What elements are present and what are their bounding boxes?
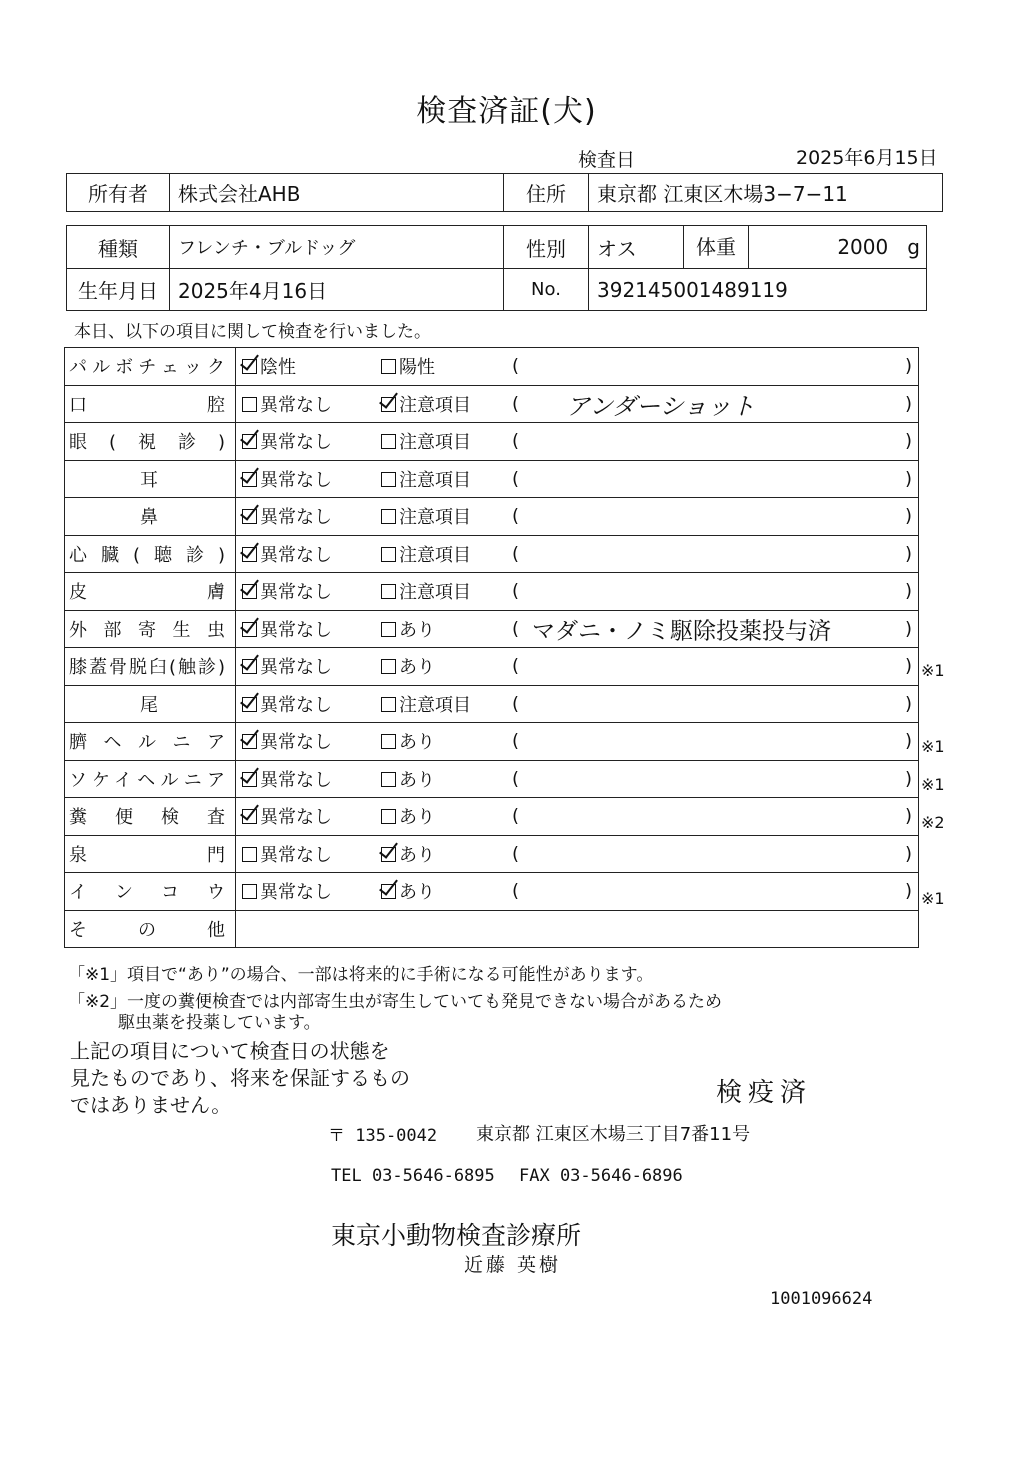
footnote-2-line2: 駆虫薬を投薬しています。 [118, 1013, 321, 1033]
document-serial: 1001096624 [770, 1289, 873, 1309]
reference-mark: ※1 [921, 889, 945, 908]
check-item-label: 口腔 [65, 385, 236, 423]
paren-open: ( [512, 768, 520, 790]
check-item-label: 膝蓋骨脱臼(触診) [65, 648, 236, 686]
checklist-row [65, 385, 919, 423]
checklist-row [65, 573, 919, 611]
check-item-options [236, 723, 919, 761]
quarantine-stamp: 検疫済 [716, 1078, 813, 1108]
sex-weight-cell [589, 226, 927, 269]
option-abnormal[interactable]: 注意項目 [381, 691, 471, 717]
checkbox-icon[interactable] [381, 772, 396, 787]
owner-table [66, 173, 943, 212]
option-normal[interactable]: 異常なし [242, 841, 332, 867]
check-item-options [236, 835, 919, 873]
option-abnormal[interactable]: 注意項目 [381, 428, 471, 454]
check-item-options [236, 873, 919, 911]
checkbox-icon[interactable] [242, 584, 257, 599]
checkbox-icon[interactable] [381, 847, 396, 862]
paren-close: ) [904, 393, 912, 415]
check-item-options [236, 423, 919, 461]
check-item-label: 糞便検査 [65, 798, 236, 836]
check-item-options [236, 385, 919, 423]
checklist-row [65, 798, 919, 836]
paren-close: ) [904, 355, 912, 377]
address-label: 住所 [504, 174, 589, 212]
checkbox-icon[interactable] [381, 884, 396, 899]
check-item-options [236, 460, 919, 498]
number-label: No. [504, 269, 589, 311]
check-item-label: 臍ヘルニア [65, 723, 236, 761]
paren-close: ) [904, 655, 912, 677]
footnote-2-line1: 「※2」一度の糞便検査では内部寄生虫が寄生していても発見できない場合があるため [68, 992, 723, 1012]
option-normal[interactable]: 異常なし [242, 578, 332, 604]
checklist-row [65, 723, 919, 761]
paren-open: ( [512, 355, 520, 377]
option-abnormal[interactable]: あり [381, 616, 435, 642]
sex-value: オス [597, 236, 637, 261]
option-abnormal[interactable]: 注意項目 [381, 578, 471, 604]
option-abnormal[interactable]: 注意項目 [381, 466, 471, 492]
breed-value: フレンチ・ブルドッグ [170, 226, 504, 269]
option-normal[interactable]: 異常なし [242, 878, 332, 904]
reference-mark: ※1 [921, 775, 945, 794]
checkbox-icon[interactable] [381, 359, 396, 374]
check-item-options [236, 685, 919, 723]
pet-info-table [66, 225, 927, 311]
checkbox-icon[interactable] [381, 622, 396, 637]
paren-close: ) [904, 618, 912, 640]
address-value: 東京都 江東区木場3−7−11 [589, 174, 943, 212]
footnote-1: 「※1」項目で“あり”の場合、一部は将来的に手術になる可能性があります。 [68, 965, 654, 985]
checkbox-icon[interactable] [242, 847, 257, 862]
option-normal[interactable]: 陰性 [242, 353, 296, 379]
check-item-label: 泉門 [65, 835, 236, 873]
owner-value: 株式会社AHB [170, 174, 504, 212]
checkbox-icon[interactable] [242, 472, 257, 487]
checkbox-icon[interactable] [242, 397, 257, 412]
checkbox-icon[interactable] [381, 734, 396, 749]
option-normal[interactable]: 異常なし [242, 428, 332, 454]
owner-label: 所有者 [67, 174, 170, 212]
paren-open: ( [512, 430, 520, 452]
option-abnormal[interactable]: 注意項目 [381, 503, 471, 529]
paren-close: ) [904, 693, 912, 715]
disclaimer-line1: 上記の項目について検査日の状態を [70, 1039, 390, 1063]
check-item-note: マダニ・ノミ駆除投薬投与済 [532, 618, 831, 645]
paren-open: ( [512, 618, 520, 640]
checkbox-icon[interactable] [242, 547, 257, 562]
check-item-label: 外部寄生虫 [65, 610, 236, 648]
option-normal[interactable]: 異常なし [242, 691, 332, 717]
option-abnormal[interactable]: 陽性 [381, 353, 435, 379]
paren-open: ( [512, 880, 520, 902]
check-item-label: 鼻 [65, 498, 236, 536]
other-value [236, 910, 919, 948]
checkbox-icon[interactable] [242, 509, 257, 524]
check-item-label: 尾 [65, 685, 236, 723]
option-normal[interactable]: 異常なし [242, 541, 332, 567]
checkbox-icon[interactable] [381, 509, 396, 524]
paren-open: ( [512, 805, 520, 827]
checkbox-icon[interactable] [381, 659, 396, 674]
paren-close: ) [904, 730, 912, 752]
paren-close: ) [904, 580, 912, 602]
checkbox-icon[interactable] [381, 472, 396, 487]
checkbox-icon[interactable] [381, 584, 396, 599]
option-normal[interactable]: 異常なし [242, 466, 332, 492]
option-abnormal[interactable]: 注意項目 [381, 391, 471, 417]
paren-open: ( [512, 655, 520, 677]
check-item-label: ソケイヘルニア [65, 760, 236, 798]
weight-unit: g [907, 235, 920, 259]
checkbox-icon[interactable] [242, 697, 257, 712]
checkbox-icon[interactable] [242, 884, 257, 899]
paren-open: ( [512, 468, 520, 490]
paren-close: ) [904, 768, 912, 790]
paren-close: ) [904, 543, 912, 565]
check-item-label: 耳 [65, 460, 236, 498]
checklist-row [65, 685, 919, 723]
disclaimer-line2: 見たものであり、将来を保証するもの [70, 1066, 410, 1090]
paren-open: ( [512, 543, 520, 565]
check-item-label: パルボチェック [65, 348, 236, 386]
checkbox-icon[interactable] [381, 547, 396, 562]
checkbox-icon[interactable] [242, 659, 257, 674]
clinic-tel: TEL 03-5646-6895 [331, 1166, 495, 1186]
option-abnormal[interactable]: あり [381, 653, 435, 679]
reference-mark: ※1 [921, 661, 945, 680]
option-abnormal[interactable]: あり [381, 728, 435, 754]
checklist-row [65, 835, 919, 873]
option-abnormal[interactable]: 注意項目 [381, 541, 471, 567]
paren-close: ) [904, 505, 912, 527]
other-row [65, 910, 919, 948]
paren-close: ) [904, 805, 912, 827]
checklist-table [64, 347, 919, 948]
intro-text: 本日、以下の項目に関して検査を行いました。 [74, 322, 431, 342]
paren-close: ) [904, 468, 912, 490]
paren-close: ) [904, 430, 912, 452]
paren-open: ( [512, 393, 520, 415]
option-normal[interactable]: 異常なし [242, 728, 332, 754]
other-label: その他 [65, 910, 236, 948]
weight-label: 体重 [683, 226, 749, 268]
breed-label: 種類 [67, 226, 170, 269]
paren-open: ( [512, 693, 520, 715]
option-normal[interactable]: 異常なし [242, 503, 332, 529]
checkbox-icon[interactable] [381, 434, 396, 449]
inspection-date-label: 検査日 [578, 149, 636, 171]
paren-close: ) [904, 880, 912, 902]
check-item-options [236, 348, 919, 386]
clinic-name: 東京小動物検査診療所 [331, 1221, 582, 1250]
check-item-options [236, 535, 919, 573]
clinic-fax: FAX 03-5646-6896 [519, 1166, 683, 1186]
paren-open: ( [512, 580, 520, 602]
checkbox-icon[interactable] [242, 734, 257, 749]
checklist-row [65, 498, 919, 536]
check-item-options [236, 498, 919, 536]
check-item-options [236, 798, 919, 836]
option-abnormal[interactable]: あり [381, 766, 435, 792]
check-item-options [236, 610, 919, 648]
checkbox-icon[interactable] [242, 359, 257, 374]
checkbox-icon[interactable] [381, 397, 396, 412]
paren-open: ( [512, 843, 520, 865]
option-normal[interactable]: 異常なし [242, 653, 332, 679]
inspection-date: 2025年6月15日 [796, 147, 938, 169]
check-item-label: 心臓(聴診) [65, 535, 236, 573]
checkbox-icon[interactable] [242, 772, 257, 787]
check-item-options [236, 760, 919, 798]
clinic-address: 東京都 江東区木場三丁目7番11号 [476, 1124, 751, 1145]
reference-mark: ※2 [921, 813, 945, 832]
veterinarian-name: 近藤 英樹 [464, 1254, 562, 1276]
option-abnormal[interactable]: あり [381, 841, 435, 867]
option-abnormal[interactable]: あり [381, 878, 435, 904]
birthdate-value: 2025年4月16日 [170, 269, 504, 311]
sex-label: 性別 [504, 226, 589, 269]
option-normal[interactable]: 異常なし [242, 616, 332, 642]
check-item-label: 眼(視診) [65, 423, 236, 461]
check-item-note: アンダーショット [566, 392, 756, 421]
checklist-row [65, 610, 919, 648]
checklist-row [65, 423, 919, 461]
option-normal[interactable]: 異常なし [242, 766, 332, 792]
checklist-row [65, 873, 919, 911]
reference-mark: ※1 [921, 737, 945, 756]
weight-number: 2000 [837, 235, 889, 259]
number-value: 392145001489119 [589, 269, 927, 311]
checklist-row [65, 460, 919, 498]
paren-close: ) [904, 843, 912, 865]
checklist-row [65, 348, 919, 386]
document-title: 検査済証(犬) [416, 94, 597, 129]
option-normal[interactable]: 異常なし [242, 803, 332, 829]
checkbox-icon[interactable] [242, 809, 257, 824]
paren-open: ( [512, 505, 520, 527]
checklist-row [65, 535, 919, 573]
postal-code: 〒 135-0042 [328, 1126, 438, 1146]
checkbox-icon[interactable] [242, 622, 257, 637]
checkbox-icon[interactable] [381, 697, 396, 712]
checkbox-icon[interactable] [381, 809, 396, 824]
checklist-row [65, 648, 919, 686]
weight-value [749, 235, 926, 259]
check-item-label: 皮膚 [65, 573, 236, 611]
disclaimer-line3: ではありません。 [70, 1093, 232, 1117]
check-item-label: インコウ [65, 873, 236, 911]
checkbox-icon[interactable] [242, 434, 257, 449]
paren-open: ( [512, 730, 520, 752]
option-normal[interactable]: 異常なし [242, 391, 332, 417]
option-abnormal[interactable]: あり [381, 803, 435, 829]
checklist-row [65, 760, 919, 798]
check-item-options [236, 573, 919, 611]
birthdate-label: 生年月日 [67, 269, 170, 311]
check-item-options [236, 648, 919, 686]
